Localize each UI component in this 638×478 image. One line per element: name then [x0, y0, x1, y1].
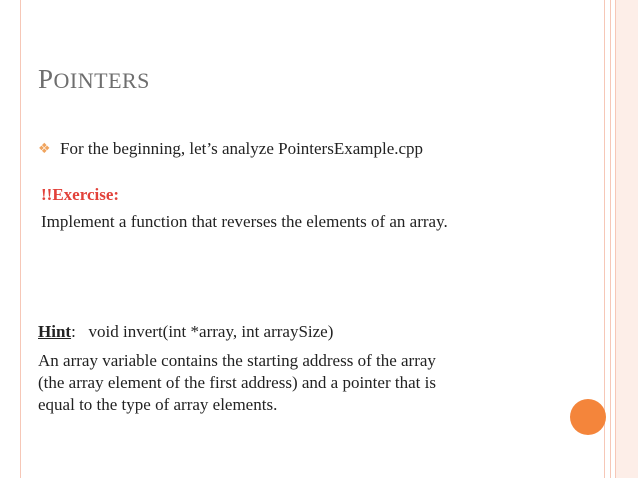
decorative-circle [570, 399, 606, 435]
bullet-icon: ❖ [38, 141, 51, 157]
title-rest: OINTERS [53, 68, 150, 93]
paragraph-line: An array variable contains the starting address of the array [38, 351, 436, 370]
explanation-paragraph [38, 350, 558, 416]
frame-line [604, 0, 605, 478]
paragraph-line: equal to the type of array elements. [38, 395, 278, 414]
slide-title [38, 64, 150, 95]
frame-line [610, 0, 611, 478]
right-decorative-frame [604, 0, 638, 478]
hint-line [38, 322, 333, 342]
hint-code: void invert(int *array, int arraySize) [75, 322, 334, 341]
left-border-line [20, 0, 21, 478]
paragraph-line: (the array element of the first address) and a pointer that is [38, 373, 436, 392]
hint-separator: : [71, 322, 76, 341]
exercise-text: Implement a function that reverses the elements of an array. [41, 212, 448, 231]
exercise-label: !!Exercise: [41, 185, 120, 204]
hint-label: Hint [38, 322, 72, 341]
bullet-text: For the beginning, let’s analyze PointersExample.cpp [60, 139, 424, 158]
frame-shade [616, 0, 638, 478]
title-first-letter: P [38, 64, 54, 94]
